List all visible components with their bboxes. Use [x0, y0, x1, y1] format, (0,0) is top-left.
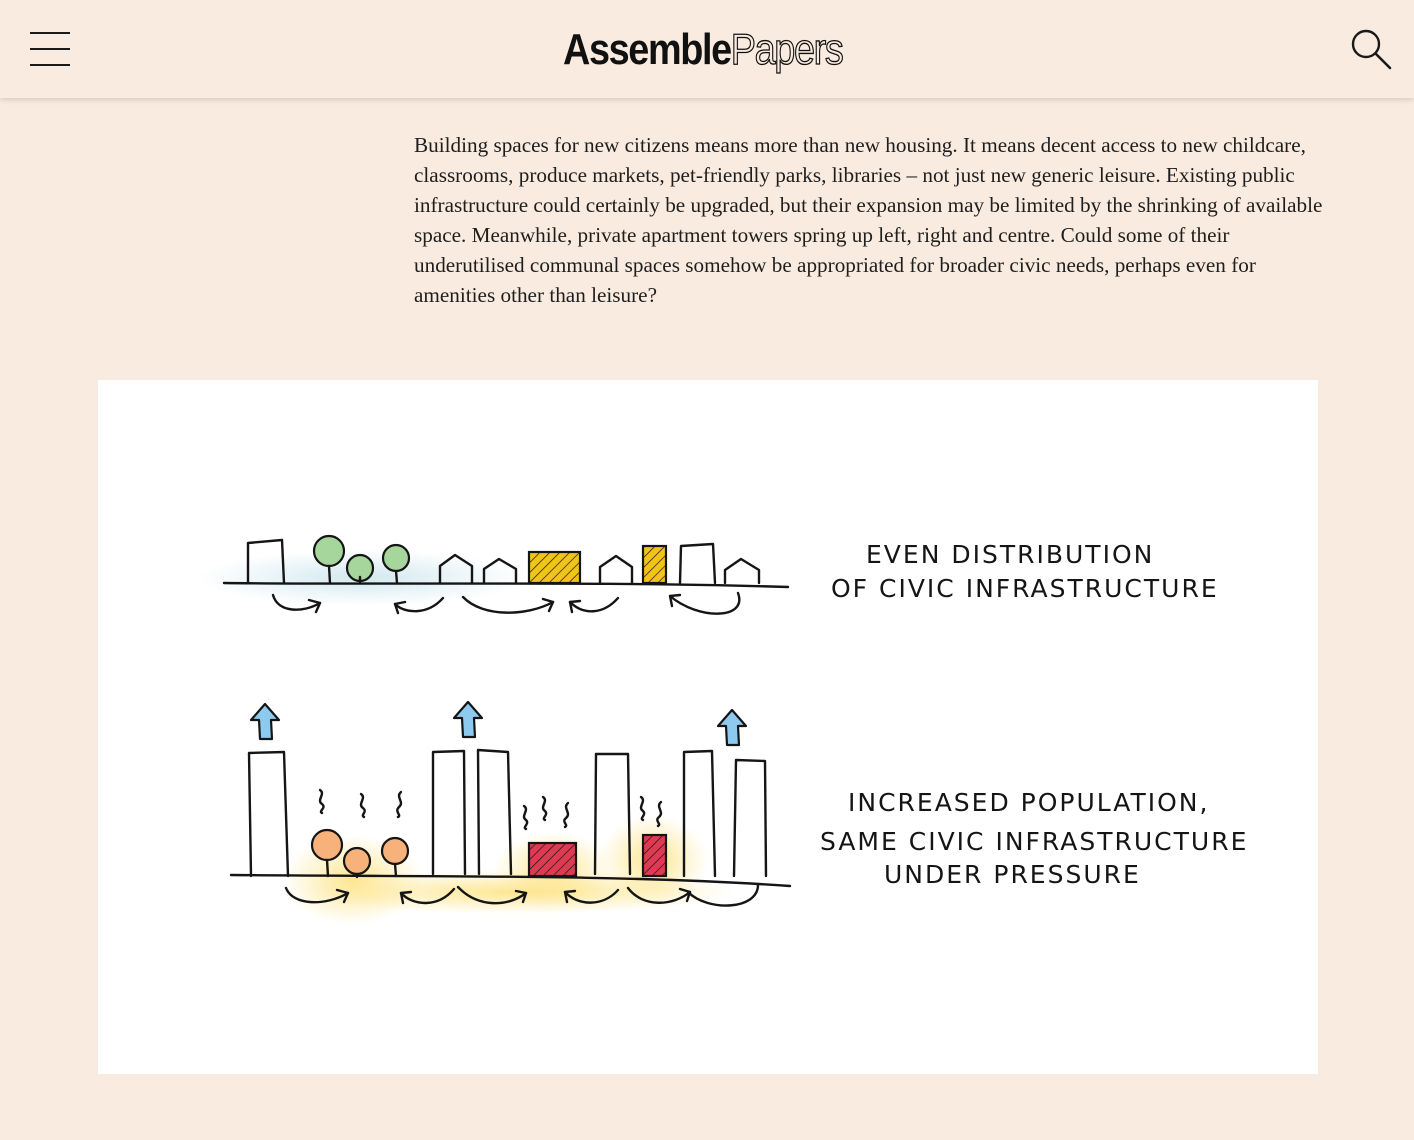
civic-building-icon	[643, 835, 666, 876]
population-up-arrow-icon	[718, 710, 746, 745]
house-icon	[725, 559, 759, 583]
logo-outline-word: Papers	[730, 25, 843, 74]
intro-paragraph: Building spaces for new citizens means more than new housing. It means decent access to new childcare, classrooms, produce markets, pet-friendly parks, libraries – not just new generic leisure. Existing public infrastructure could certainly be upgraded, but their expansion may be limited by the shrinking of available space. Meanwhile, private apartment towers spring up left, right and centre. Could some of their underutilised communal spaces somehow be appropriated for broader civic needs, perhaps even for amenities other than leisure?	[414, 133, 1323, 307]
civic-building-icon	[529, 843, 576, 876]
building-icon	[680, 544, 715, 583]
top-caption-line1: EVEN DISTRIBUTION	[866, 540, 1155, 569]
site-header	[0, 0, 1414, 98]
top-caption-line2: OF CIVIC INFRASTRUCTURE	[831, 574, 1219, 603]
bottom-caption-line2: SAME CIVIC INFRASTRUCTURE	[820, 827, 1249, 856]
tower-icon	[734, 760, 766, 876]
civic-infrastructure-illustration	[98, 380, 1318, 1074]
tower-icon	[433, 751, 465, 874]
search-icon[interactable]	[1350, 28, 1392, 70]
population-up-arrow-icon	[454, 702, 482, 737]
pressure-squiggle-icons	[320, 790, 661, 829]
bottom-caption-line1: INCREASED POPULATION,	[848, 788, 1210, 817]
illustration-drawing	[98, 380, 1318, 1074]
bottom-diagram	[231, 702, 1248, 925]
house-icon	[600, 556, 632, 583]
logo-bold-word: Assemble	[563, 25, 731, 74]
population-up-arrow-icon	[251, 704, 279, 739]
bottom-caption-line3: UNDER PRESSURE	[884, 860, 1141, 889]
top-diagram	[198, 536, 1219, 614]
site-logo[interactable]	[563, 24, 842, 76]
tower-icon	[249, 752, 288, 876]
civic-building-icon	[643, 546, 666, 583]
hamburger-menu-icon[interactable]	[30, 30, 70, 68]
civic-building-icon	[529, 552, 580, 583]
